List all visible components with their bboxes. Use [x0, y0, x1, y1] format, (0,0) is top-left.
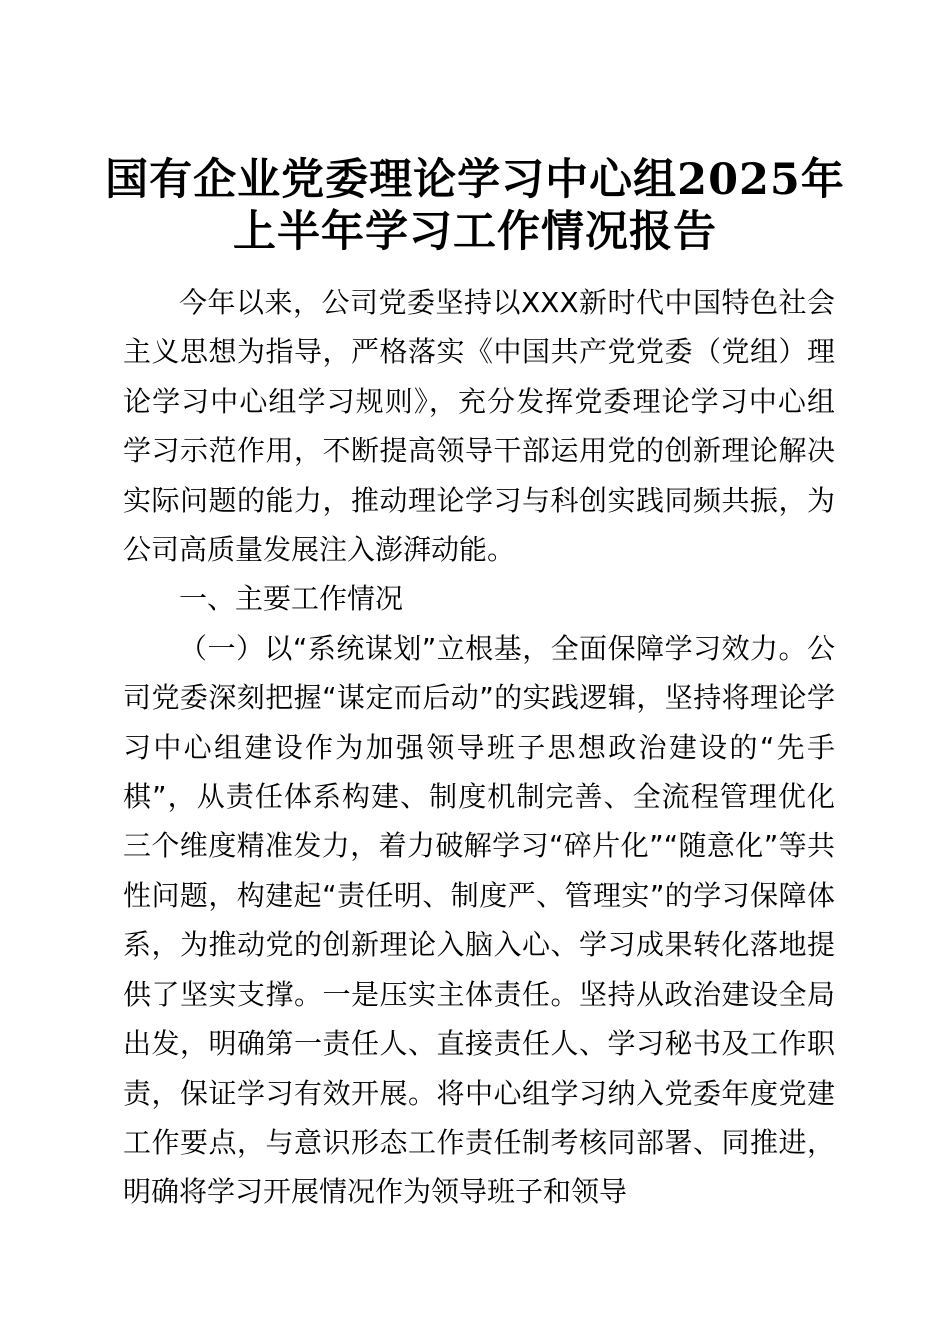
document-title-line-2: 上半年学习工作情况报告 [233, 207, 717, 257]
intro-paragraph: 今年以来，公司党委坚持以XXX新时代中国特色社会主义思想为指导，严格落实《中国共产党党委（党组）理论学习中心组学习规则》，充分发挥党委理论学习中心组学习示范作用，不断提高领导干部运用党的创新理论解决实际问题的能力，推动理论学习与科创实践同频共振，为公司高质量发展注入澎湃动能。 [123, 286, 835, 567]
document-title-line-1: 国有企业党委理论学习中心组2025年 [105, 155, 845, 205]
body-paragraph: （一）以“系统谋划”立根基，全面保障学习效力。公司党委深刻把握“谋定而后动”的实践逻辑，坚持将理论学习中心组建设作为加强领导班子思想政治建设的“先手棋”，从责任体系构建、制度机制完善、全流程管理优化三个维度精准发力，着力破解学习“碎片化”“随意化”等共性问题，构建起“责任明、制度严、管理实”的学习保障体系，为推动党的创新理论入脑入心、学习成果转化落地提供了坚实支撑。一是压实主体责任。坚持从政治建设全局出发，明确第一责任人、直接责任人、学习秘书及工作职责，保证学习有效开展。将中心组学习纳入党委年度党建工作要点，与意识形态工作责任制考核同部署、同推进，明确将学习开展情况作为领导班子和领导 [123, 631, 835, 1209]
document-body [123, 278, 835, 1217]
section-heading: 一、主要工作情况 [179, 582, 404, 616]
